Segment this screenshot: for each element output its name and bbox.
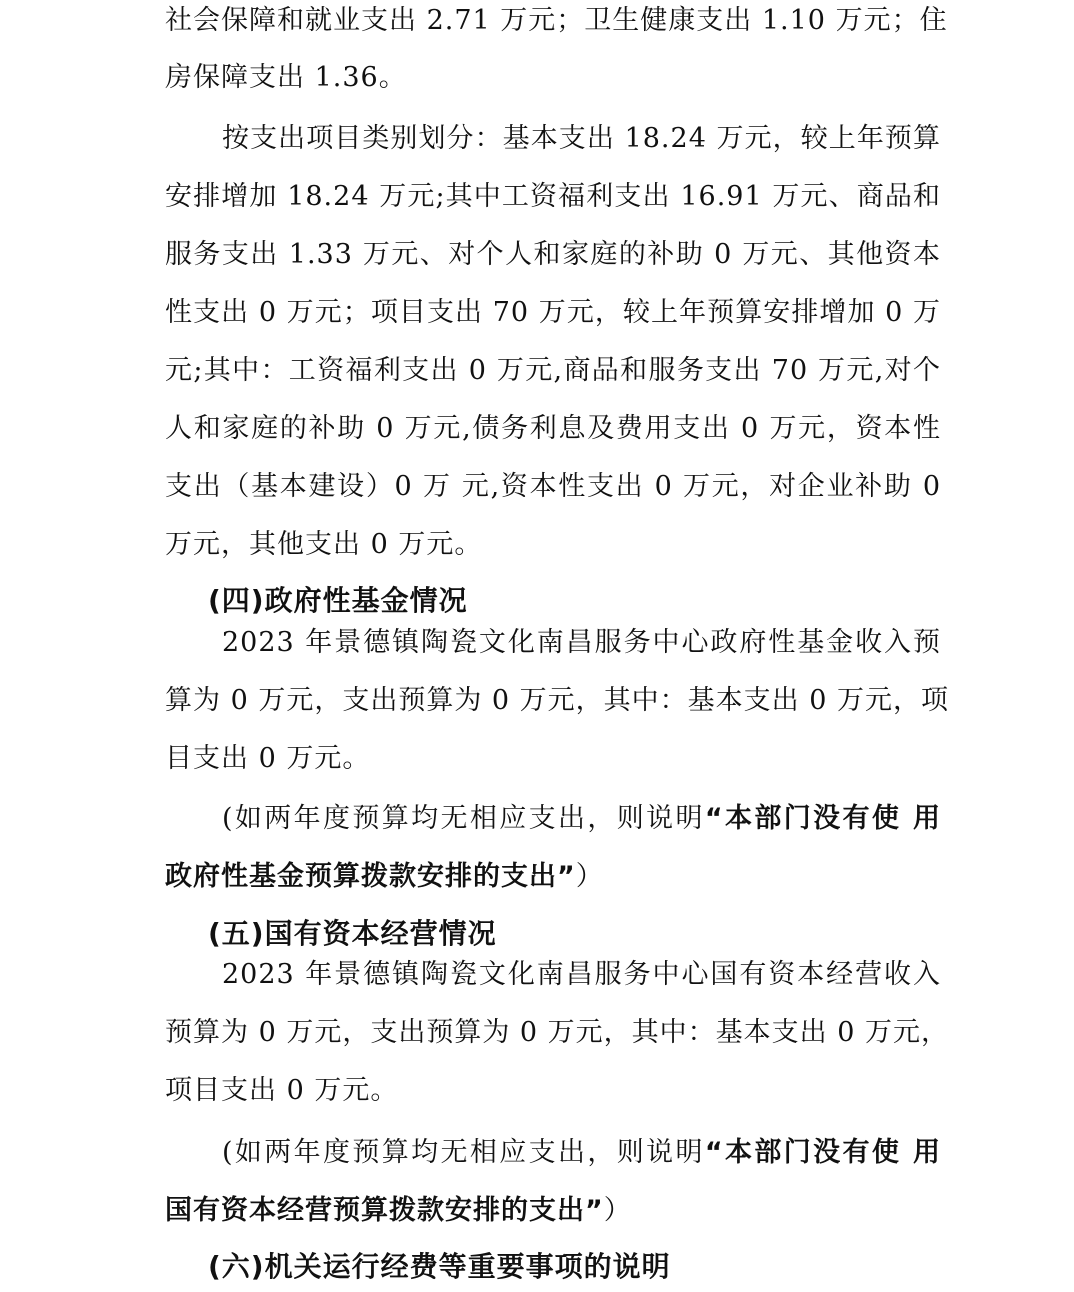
paragraph-line: 2023 年景德镇陶瓷文化南昌服务中心政府性基金收入预 — [222, 627, 941, 658]
paragraph-line: 安排增加 18.24 万元;其中工资福利支出 16.91 万元、商品和 — [165, 181, 941, 212]
paragraph-line: 服务支出 1.33 万元、对个人和家庭的补助 0 万元、其他资本 — [165, 239, 941, 270]
paragraph-line: 性支出 0 万元；项目支出 70 万元，较上年预算安排增加 0 万 — [165, 297, 941, 328]
paragraph-line: 项目支出 0 万元。 — [165, 1075, 399, 1106]
section-heading: (四)政府性基金情况 — [208, 584, 468, 617]
note-suffix: ） — [575, 861, 604, 892]
paragraph-line: 万元，其他支出 0 万元。 — [165, 529, 483, 560]
note-line — [222, 1136, 941, 1170]
note-quote: 政府性基金预算拨款安排的支出” — [165, 861, 576, 892]
section-heading: (六)机关运行经费等重要事项的说明 — [208, 1250, 671, 1283]
note-quote: 国有资本经营预算拨款安排的支出” — [165, 1195, 604, 1226]
paragraph-line: 人和家庭的补助 0 万元,债务利息及费用支出 0 万元，资本性 — [165, 413, 941, 444]
paragraph-line: 算为 0 万元，支出预算为 0 万元，其中：基本支出 0 万元，项 — [165, 685, 950, 716]
paragraph-line: 目支出 0 万元。 — [165, 743, 371, 774]
paragraph-line: 按支出项目类别划分：基本支出 18.24 万元，较上年预算 — [222, 123, 941, 154]
note-prefix: (如两年度预算均无相应支出，则说明 — [222, 803, 705, 834]
note-line — [222, 802, 941, 836]
paragraph-line: 房保障支出 1.36。 — [165, 62, 407, 93]
note-line — [165, 860, 941, 894]
paragraph-line: 元;其中：工资福利支出 0 万元,商品和服务支出 70 万元,对个 — [165, 355, 941, 386]
note-line — [165, 1194, 941, 1228]
note-quote: “本部门没有使 用 — [704, 1137, 941, 1168]
section-heading: (五)国有资本经营情况 — [208, 917, 497, 950]
paragraph-line: 支出（基本建设）0 万 元,资本性支出 0 万元，对企业补助 0 — [165, 471, 941, 502]
note-prefix: (如两年度预算均无相应支出，则说明 — [222, 1137, 705, 1168]
note-suffix: ） — [603, 1195, 632, 1226]
paragraph-line: 2023 年景德镇陶瓷文化南昌服务中心国有资本经营收入 — [222, 959, 941, 990]
note-quote: “本部门没有使 用 — [704, 803, 941, 834]
paragraph-line: 社会保障和就业支出 2.71 万元；卫生健康支出 1.10 万元；住 — [165, 5, 948, 36]
paragraph-line: 预算为 0 万元，支出预算为 0 万元，其中：基本支出 0 万元， — [165, 1017, 950, 1048]
